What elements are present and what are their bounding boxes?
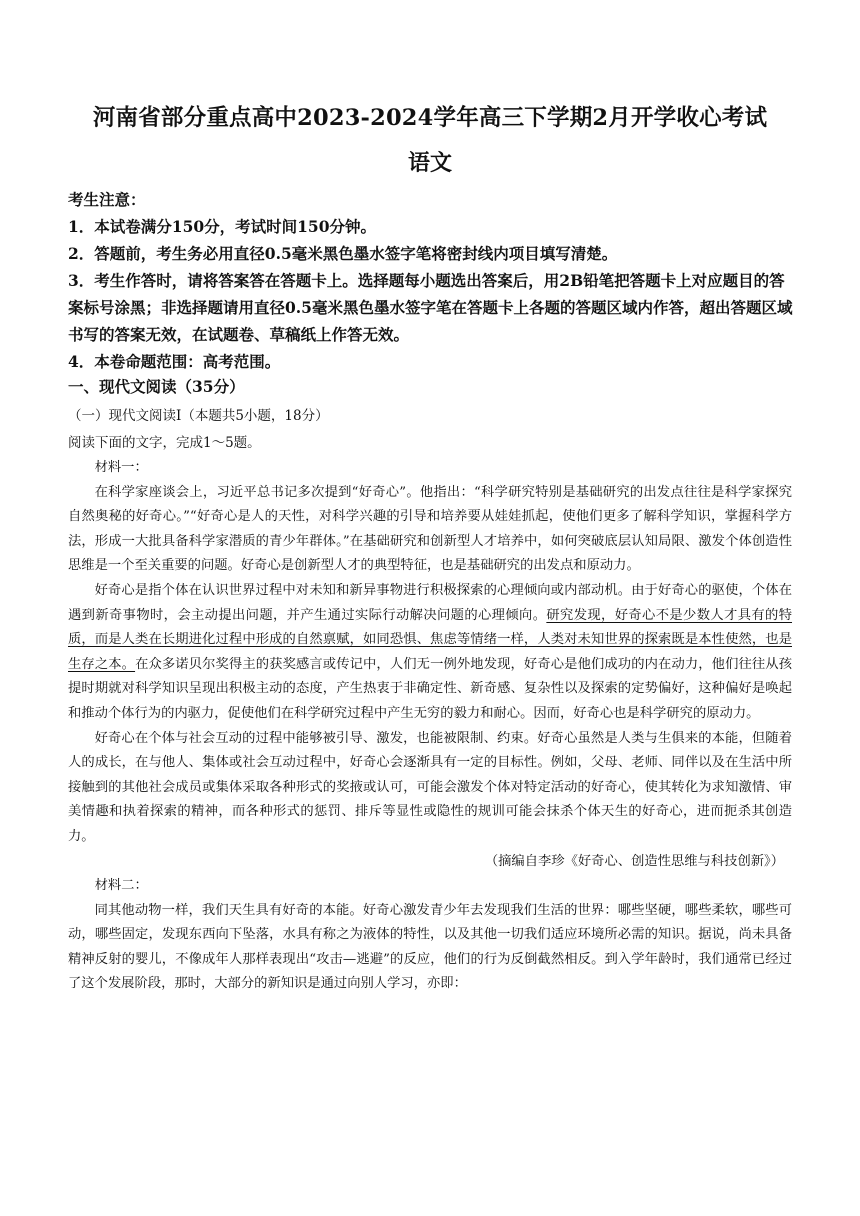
notice-item: 3．考生作答时，请将答案答在答题卡上。选择题每小题选出答案后，用2B铅笔把答题卡上对应题目的答案标号涂黑；非选择题请用直径0.5毫米黑色墨水签字笔在答题卡上各题的答题区域内作答，超出答题区域书写的答案无效，在试题卷、草稿纸上作答无效。 (68, 271, 793, 344)
material-label: 材料一： (94, 460, 148, 475)
notice-item: 4．本卷命题范围：高考范围。 (68, 352, 281, 371)
notice-item: 1．本试卷满分150分，考试时间150分钟。 (68, 217, 376, 236)
reading-passage (68, 456, 792, 997)
underlined-sentence: 研究发现，好奇心不是少数人才具有的特质，而是人类在长期进化过程中形成的自然禀赋，如同恐惧、焦虑等情绪一样，人类对未知世界的探索既是本性使然，也是生存之本。 (68, 607, 793, 672)
material-label: 材料二： (94, 878, 148, 894)
paragraph: 在科学家座谈会上，习近平总书记多次提到“好奇心”。他指出：“科学研究特别是基础研究的出发点往往是科学家探究自然奥秘的好奇心。”“好奇心是人的天性，对科学兴趣的引导和培养要从娃娃抓起，使他们更多了解科学知识，掌握科学方法，形成一大批具备科学家潜质的青少年群体。”在基础研究和创新型人才培养中，如何突破底层认知局限、激发个体创造性思维是一个至关重要的问题。好奇心是创新型人才的典型特征，也是基础研究的出发点和原动力。 (68, 484, 792, 574)
reading-instruction: 阅读下面的文字，完成1～5题。 (68, 435, 261, 451)
paragraph: 同其他动物一样，我们天生具有好奇的本能。好奇心激发青少年去发现我们生活的世界：哪些坚硬，哪些柔软，哪些可动，哪些固定，发现东西向下坠落，水具有称之为液体的特性，以及其他一切我们适应环境所必需的知识。据说，尚未具备精神反射的婴儿，不像成年人那样表现出“攻击—逃避”的反应，他们的行为反倒截然相反。到入学年龄时，我们通常已经过了这个发展阶段，那时，大部分的新知识是通过向别人学习，亦即： (68, 902, 792, 992)
subject-title: 语文 (407, 150, 452, 176)
notice-heading: 考生注意： (68, 190, 146, 209)
paragraph-text: 好奇心是指个体在认识世界过程中对未知和新异事物进行积极探索的心理倾向或内部动机。由于好奇心的驱使，个体在遇到新奇事物时，会主动提出问题，并产生通过实际行动解决问题的心理倾向。 (68, 582, 792, 623)
exam-title: 河南省部分重点高中2023-2024学年高三下学期2月开学收心考试 (92, 105, 768, 131)
section-heading: 一、现代文阅读（35分） (68, 377, 245, 396)
exam-notice (68, 186, 798, 375)
source-citation: （摘编自李珍《好奇心、创造性思维与科技创新》） (484, 853, 784, 869)
paragraph-text: 在众多诺贝尔奖得主的获奖感言或传记中，人们无一例外地发现，好奇心是他们成功的内在动力，他们往往从孩提时期就对科学知识呈现出积极主动的态度，产生热衷于非确定性、新奇感、复杂性以及探索的定势偏好，这种偏好是唤起和推动个体行为的内驱力，促使他们在科学研究过程中产生无穷的毅力和耐心。因而，好奇心也是科学研究的原动力。 (68, 656, 793, 721)
paragraph: 好奇心在个体与社会互动的过程中能够被引导、激发，也能被限制、约束。好奇心虽然是人类与生俱来的本能，但随着人的成长，在与他人、集体或社会互动过程中，好奇心会逐渐具有一定的目标性。例如，父母、老师、同伴以及在生活中所接触到的其他社会成员或集体采取各种形式的奖掖或认可，可能会激发个体对特定活动的好奇心，使其转化为求知激情、审美情趣和执着探索的精神，而各种形式的惩罚、排斥等显性或隐性的规训可能会抹杀个体天生的好奇心，进而扼杀其创造力。 (68, 730, 792, 844)
notice-item: 2．答题前，考生务必用直径0.5毫米黑色墨水签字笔将密封线内项目填写清楚。 (68, 244, 618, 263)
paragraph (68, 579, 792, 727)
section-subheading: （一）现代文阅读Ⅰ（本题共5小题，18分） (68, 408, 329, 424)
